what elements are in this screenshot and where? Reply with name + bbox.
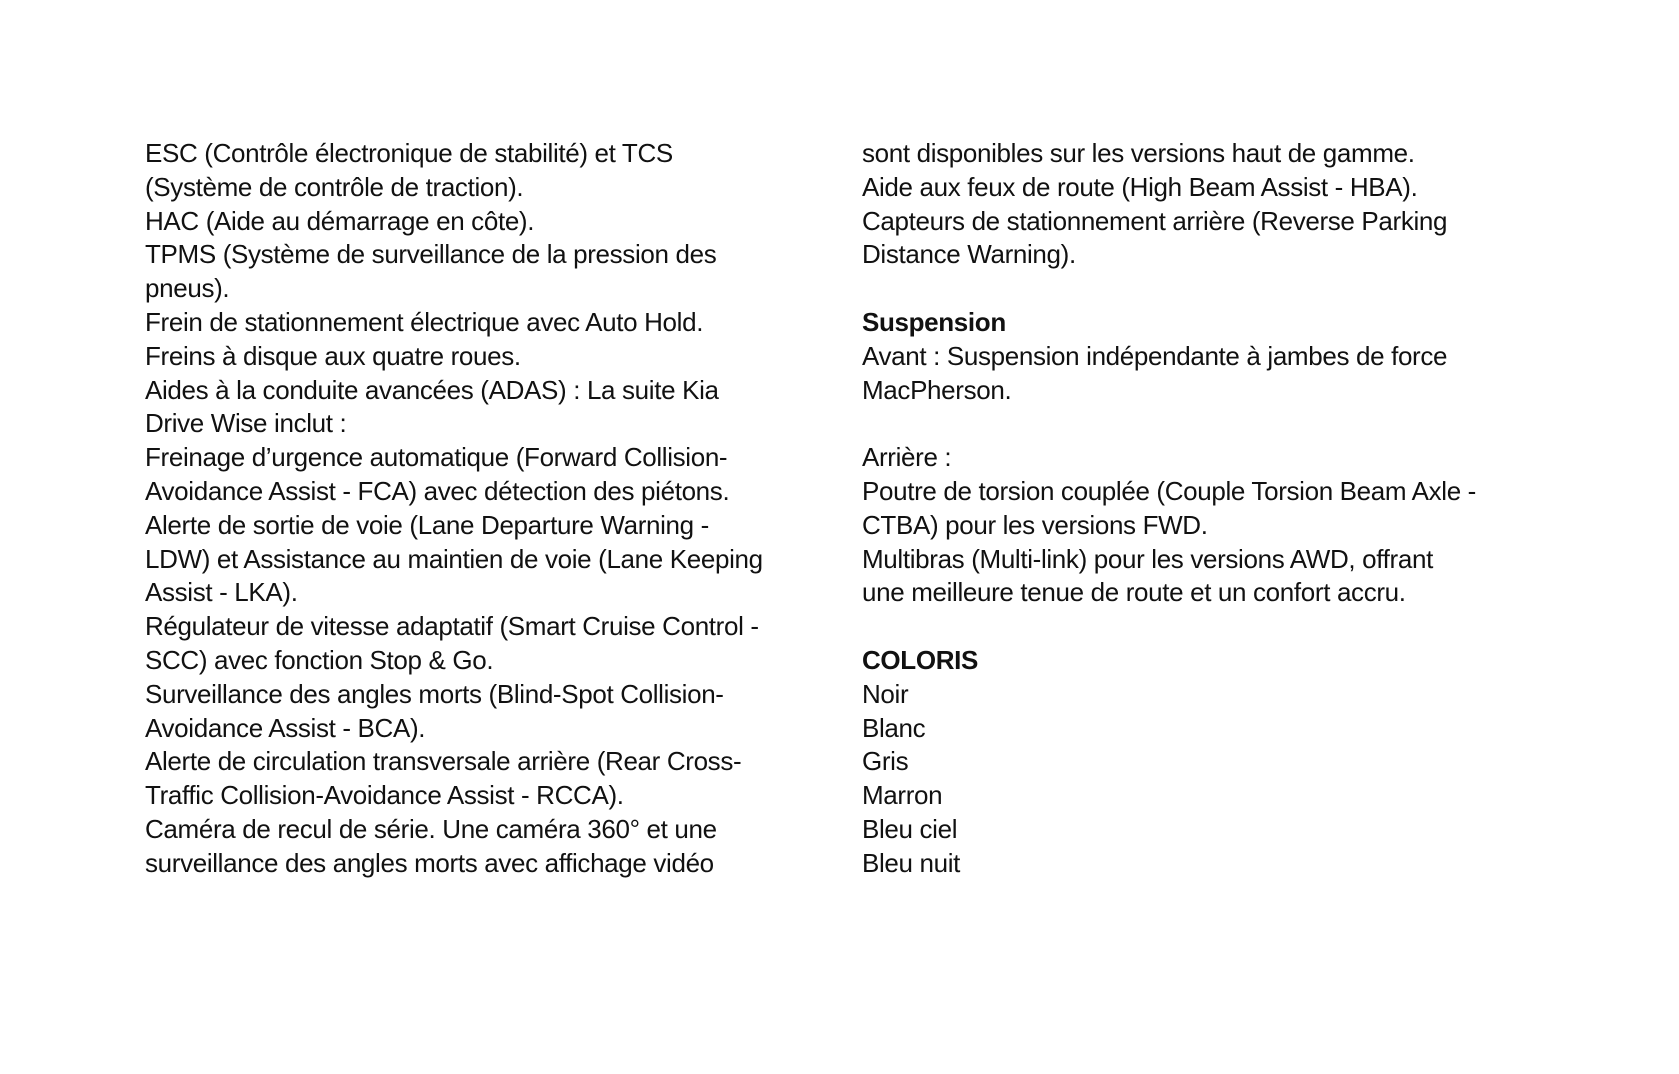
text-line: Frein de stationnement électrique avec Auto Hold.: [145, 306, 704, 337]
colors-heading: COLORIS: [862, 644, 978, 675]
text-line: Traffic Collision-Avoidance Assist - RCCA).: [145, 780, 624, 811]
text-line: Avant : Suspension indépendante à jambes de force: [862, 340, 1448, 371]
text-line: Alerte de sortie de voie (Lane Departure Warning -: [145, 509, 709, 540]
text-line: Drive Wise inclut :: [145, 408, 347, 439]
text-line: (Système de contrôle de traction).: [145, 171, 524, 202]
text-line: Régulateur de vitesse adaptatif (Smart Cruise Control -: [145, 611, 759, 642]
left-column: [145, 137, 845, 881]
text-line: Assist - LKA).: [145, 577, 298, 608]
text-line: Alerte de circulation transversale arrière (Rear Cross-: [145, 746, 742, 777]
spacer: [862, 610, 1582, 644]
color-item: Bleu ciel: [862, 813, 958, 844]
color-item: Noir: [862, 678, 909, 709]
text-line: Distance Warning).: [862, 239, 1076, 270]
text-line: MacPherson.: [862, 374, 1012, 405]
text-line: sont disponibles sur les versions haut de gamme.: [862, 138, 1415, 168]
color-item: Bleu nuit: [862, 847, 961, 878]
text-line: Multibras (Multi-link) pour les versions AWD, offrant: [862, 543, 1433, 574]
color-item: Marron: [862, 780, 943, 811]
text-line: Freins à disque aux quatre roues.: [145, 340, 521, 371]
color-item: Gris: [862, 746, 909, 777]
text-line: Capteurs de stationnement arrière (Reverse Parking: [862, 205, 1448, 236]
spacer: [862, 407, 1582, 441]
text-line: pneus).: [145, 273, 230, 304]
text-line: Aide aux feux de route (High Beam Assist - HBA).: [862, 171, 1418, 202]
text-line: Avoidance Assist - BCA).: [145, 712, 426, 743]
text-line: TPMS (Système de surveillance de la pression des: [145, 239, 717, 270]
text-line: Caméra de recul de série. Une caméra 360° et une: [145, 813, 717, 844]
text-line: ESC (Contrôle électronique de stabilité) et TCS: [145, 138, 673, 168]
right-column: [862, 137, 1582, 881]
text-line: LDW) et Assistance au maintien de voie (Lane Keeping: [145, 543, 763, 574]
text-line: Surveillance des angles morts (Blind-Spot Collision-: [145, 678, 724, 709]
text-line: surveillance des angles morts avec affichage vidéo: [145, 847, 714, 878]
spacer: [862, 272, 1582, 306]
color-item: Blanc: [862, 712, 926, 743]
text-line: SCC) avec fonction Stop & Go.: [145, 644, 494, 675]
text-line: une meilleure tenue de route et un confort accru.: [862, 577, 1406, 608]
text-line: HAC (Aide au démarrage en côte).: [145, 205, 535, 236]
rear-label: Arrière :: [862, 442, 952, 473]
text-line: Poutre de torsion couplée (Couple Torsion Beam Axle -: [862, 475, 1476, 506]
text-line: Freinage d’urgence automatique (Forward Collision-: [145, 442, 728, 473]
text-line: Avoidance Assist - FCA) avec détection des piétons.: [145, 475, 730, 506]
suspension-heading: Suspension: [862, 306, 1006, 337]
text-line: CTBA) pour les versions FWD.: [862, 509, 1208, 540]
text-line: Aides à la conduite avancées (ADAS) : La suite Kia: [145, 374, 719, 405]
